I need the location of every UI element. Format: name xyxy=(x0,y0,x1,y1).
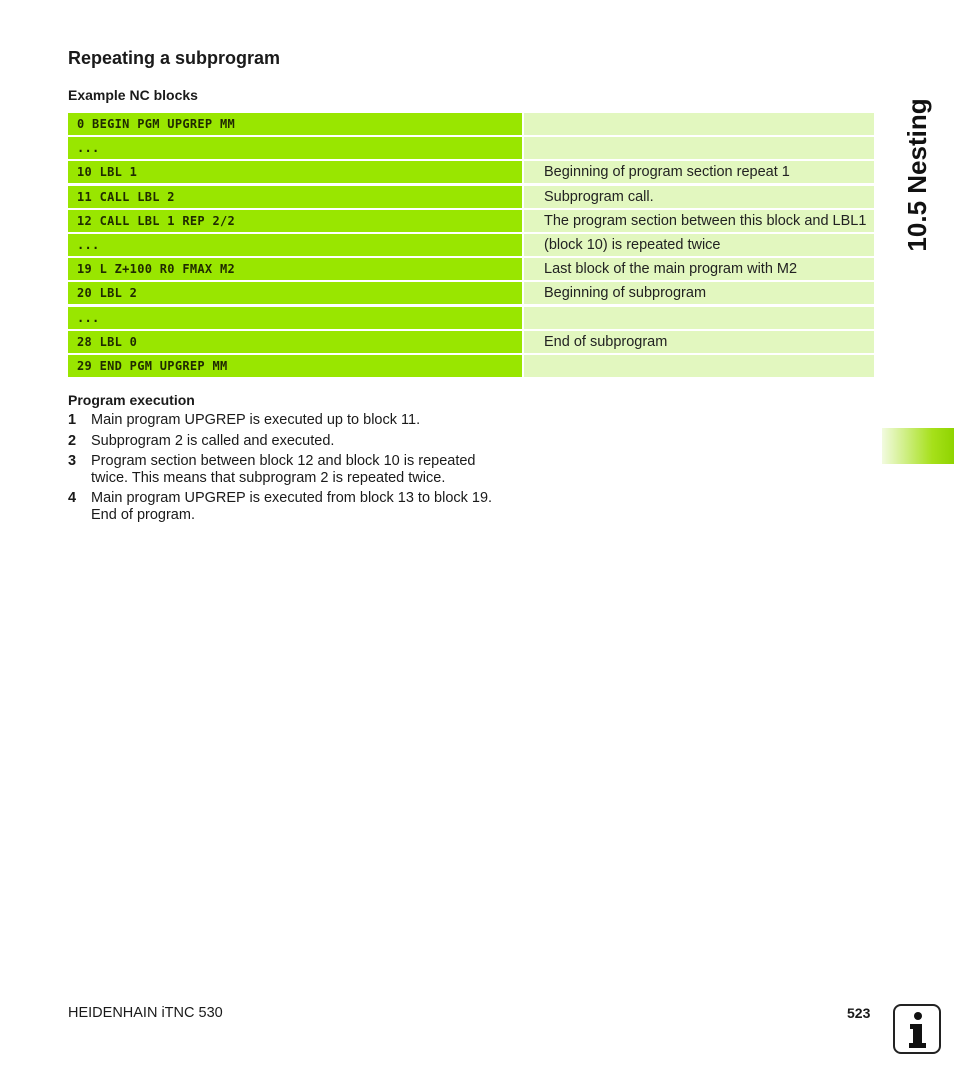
nc-code: 11 CALL LBL 2 xyxy=(68,186,522,208)
nc-blocks-table xyxy=(68,113,874,379)
section-title: Repeating a subprogram xyxy=(68,48,281,68)
step-number: 2 xyxy=(68,432,77,449)
nc-comment: (block 10) is repeated twice xyxy=(524,234,874,256)
nc-code: 0 BEGIN PGM UPGREP MM xyxy=(68,113,522,135)
nc-row xyxy=(68,258,874,280)
nc-comment xyxy=(524,113,874,135)
step-text: Subprogram 2 is called and executed. xyxy=(91,432,335,449)
nc-row xyxy=(68,113,874,135)
nc-row xyxy=(68,210,874,232)
chapter-tab-marker xyxy=(882,428,954,464)
nc-code: 12 CALL LBL 1 REP 2/2 xyxy=(68,210,522,232)
info-icon xyxy=(893,1004,941,1054)
nc-comment: The program section between this block and LBL1 xyxy=(524,210,874,232)
nc-code: 20 LBL 2 xyxy=(68,282,522,304)
nc-comment: Last block of the main program with M2 xyxy=(524,258,874,280)
footer-product: HEIDENHAIN iTNC 530 xyxy=(68,1005,223,1021)
nc-comment: Beginning of program section repeat 1 xyxy=(524,161,874,183)
step-text: Program section between block 12 and block 10 is repeated twice. This means that subprogram 2 is repeated twice. xyxy=(91,453,476,486)
nc-row xyxy=(68,186,874,208)
step-text: Main program UPGREP is executed up to block 11. xyxy=(91,412,421,428)
nc-code: ... xyxy=(68,234,522,256)
nc-row xyxy=(68,234,874,256)
step-number: 4 xyxy=(68,490,77,506)
nc-comment: End of subprogram xyxy=(524,331,874,353)
step-text: Main program UPGREP is executed from block 13 to block 19. End of program. xyxy=(91,490,493,523)
nc-comment xyxy=(524,307,874,329)
page-number: 523 xyxy=(847,1005,871,1021)
nc-comment xyxy=(524,137,874,159)
chapter-side-title: 10.5 Nesting xyxy=(901,98,932,252)
nc-row xyxy=(68,307,874,329)
step-number: 3 xyxy=(68,453,77,469)
nc-code: 28 LBL 0 xyxy=(68,331,522,353)
step-number: 1 xyxy=(68,412,77,428)
example-heading: Example NC blocks xyxy=(68,87,198,103)
nc-code: 10 LBL 1 xyxy=(68,161,522,183)
nc-row xyxy=(68,161,874,183)
nc-row xyxy=(68,282,874,304)
nc-comment: Beginning of subprogram xyxy=(524,282,874,304)
nc-code: 29 END PGM UPGREP MM xyxy=(68,355,522,377)
list-item xyxy=(68,490,518,523)
nc-row xyxy=(68,137,874,159)
execution-steps-list xyxy=(68,412,518,527)
nc-code: ... xyxy=(68,137,522,159)
nc-code: ... xyxy=(68,307,522,329)
program-execution-heading: Program execution xyxy=(68,392,195,408)
list-item xyxy=(68,412,518,429)
list-item xyxy=(68,433,518,450)
nc-comment xyxy=(524,355,874,377)
nc-row xyxy=(68,331,874,353)
nc-row xyxy=(68,355,874,377)
list-item xyxy=(68,453,518,486)
nc-comment: Subprogram call. xyxy=(524,186,874,208)
nc-code: 19 L Z+100 R0 FMAX M2 xyxy=(68,258,522,280)
